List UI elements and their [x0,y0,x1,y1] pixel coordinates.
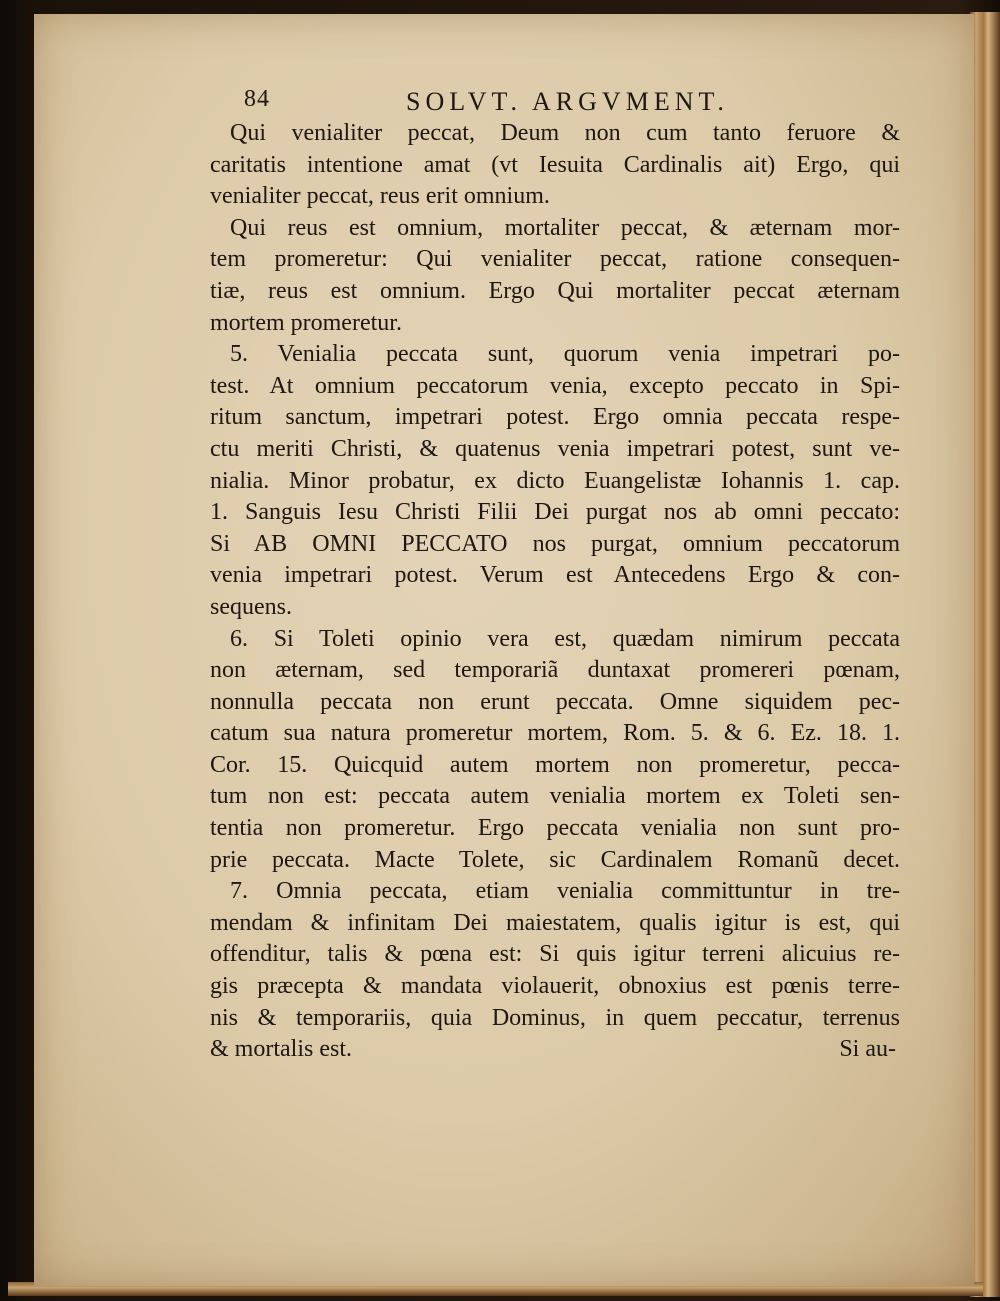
text-line: nialia. Minor probatur, ex dicto Euangelistæ Iohannis 1. cap. [210,467,900,494]
page-number: 84 [244,86,270,113]
text-line: Cor. 15. Quicquid autem mortem non promeretur, pecca- [210,751,900,778]
text-line: offenditur, talis & pœna est: Si quis igitur terreni alicuius re- [210,941,900,968]
text-line: nis & temporariis, quia Dominus, in quem peccatur, terrenus [210,1004,900,1031]
text-line: Qui reus est omnium, mortaliter peccat, & æternam mor- [230,214,900,241]
text-line: Qui venialiter peccat, Deum non cum tanto feruore & [230,120,900,146]
text-line: caritatis intentione amat (vt Iesuita Cardinalis ait) Ergo, qui [210,151,900,178]
running-title: SOLVT. ARGVMENT. [406,87,729,117]
text-line: gis præcepta & mandata violauerit, obnoxius est pœnis terre- [210,973,900,1000]
text-line: ctu meriti Christi, & quatenus venia impetrari potest, sunt ve- [210,435,900,462]
text-line: tentia non promeretur. Ergo peccata venialia non sunt pro- [210,815,900,842]
text-line: 6. Si Toleti opinio vera est, quædam nimirum peccata [230,625,900,652]
text-line: mendam & infinitam Dei maiestatem, qualis igitur is est, qui [210,909,900,936]
text-line: 1. Sanguis Iesu Christi Filii Dei purgat nos ab omni peccato: [210,499,900,526]
body-lines [210,118,900,1034]
text-line: 5. Venialia peccata sunt, quorum venia impetrari po- [230,341,900,368]
text-line: Si AB OMNI PECCATO nos purgat, omnium peccatorum [210,530,900,557]
text-line: sequens. [210,593,292,620]
page-text [210,82,900,1066]
text-line: catum sua natura promeretur mortem, Rom. 5. & 6. Ez. 18. 1. [210,720,900,747]
page-header [210,82,900,118]
text-line: test. At omnium peccatorum venia, excepto peccato in Spi- [210,372,900,399]
final-row [210,1034,900,1066]
text-line: non æternam, sed temporariã duntaxat promereri pœnam, [210,657,900,684]
catchword: Si au- [839,1036,896,1063]
text-line: ritum sanctum, impetrari potest. Ergo omnia peccata respe- [210,404,900,431]
text-line: venialiter peccat, reus erit omnium. [210,183,550,210]
text-line: tem promeretur: Qui venialiter peccat, ratione consequen- [210,246,900,273]
text-line: prie peccata. Macte Tolete, sic Cardinalem Romanũ decet. [210,846,900,873]
final-line: & mortalis est. [210,1036,352,1063]
text-line: nonnulla peccata non erunt peccata. Omne siquidem pec- [210,688,900,715]
text-line: 7. Omnia peccata, etiam venialia committuntur in tre- [230,878,900,905]
text-line: tiæ, reus est omnium. Ergo Qui mortaliter peccat æternam [210,277,900,304]
text-line: tum non est: peccata autem venialia mortem ex Toleti sen- [210,783,900,810]
text-line: venia impetrari potest. Verum est Antecedens Ergo & con- [210,562,900,589]
text-line: mortem promeretur. [210,309,402,336]
